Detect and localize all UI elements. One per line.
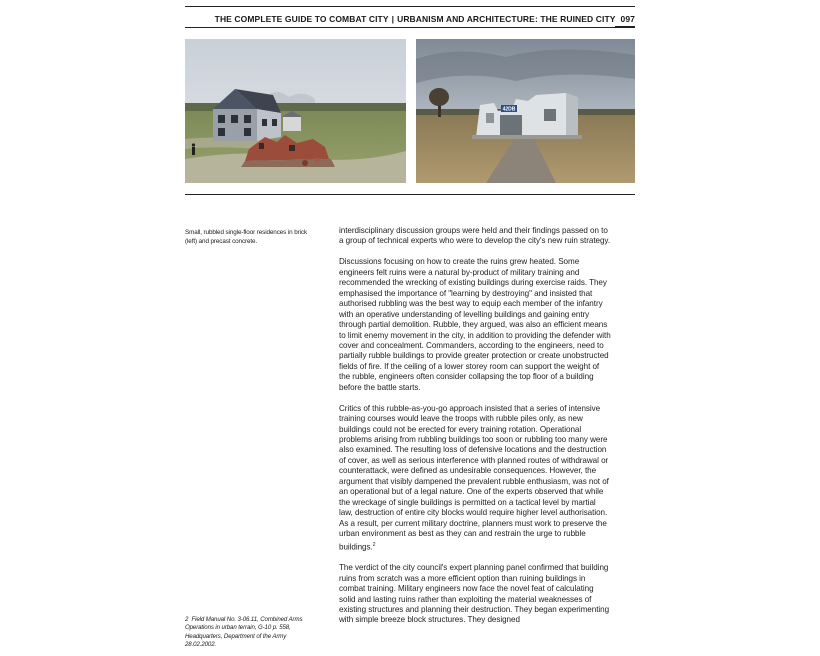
photo-concrete-ruin — [416, 39, 635, 183]
page-number: 097 — [620, 14, 635, 24]
photo-precast-concrete-ruin-icon — [416, 39, 635, 183]
paragraph: Discussions focusing on how to create the ruins grew heated. Some engineers felt ruins were a natural by-product of military training and recommended the wrecking of existing buildings during exercise raids. They emphasised the importance of "learning by destroying" and insisted that authorised rubbling was the best way to equip each member of the infantry with an operative understanding of levelling buildings and gaining entry through partial demolition. Rubble, they argued, was also an efficient means to limit enemy movement in the city, in addition to providing the defender with cover and concealment. Commanders, according to the engineers, need to partially rubble buildings to provide greater protection or create unobstructed fields of fire. If the ceiling of a lower storey room can support the weight of the rubble, engineers often consider collapsing the top floor of a building before the battle starts. — [339, 257, 611, 392]
photo-rule — [185, 194, 635, 195]
header-separator: | — [391, 14, 395, 24]
book-title: THE COMPLETE GUIDE TO COMBAT CITY — [214, 14, 389, 24]
running-head — [185, 12, 635, 26]
body-text — [339, 226, 611, 636]
footnote-number: 2 — [185, 616, 189, 623]
footnote-text: Field Manual No. 3-06.11, Combined Arms Operations in urban terrain, G-10 p. 558, Headquarters, Department of the Army 28.02.2002. — [185, 616, 303, 648]
top-rule — [185, 6, 635, 7]
figure-caption: Small, rubbled single-floor residences in brick (left) and precast concrete. — [185, 229, 307, 245]
section-title: URBANISM AND ARCHITECTURE: THE RUINED CITY — [397, 14, 616, 24]
photo-brick-house — [185, 39, 406, 183]
paragraph: The verdict of the city council's expert planning panel confirmed that building ruins from scratch was a more efficient option than ruining buildings in combat training. Military engineers now face the novel feat of calculating solid and lasting ruins rather than exploiting the material weaknesses of existing structures and planning their destruction. They began experimenting with simple breeze block structures. They designed — [339, 563, 610, 625]
ruin-sign: 42DB — [502, 106, 516, 113]
photo-rubbled-brick-house-icon — [185, 39, 406, 183]
header-rule — [185, 27, 635, 28]
paragraph: Critics of this rubble-as-you-go approach insisted that a series of intensive training courses would leave the troops with rubble piles only, as new buildings could not be erected for every training rotation. Operational problems arising from rubbling buildings too soon or rubbling too many were also examined. The resulting loss of defensive locations and the destruction of cover, as well as serious interference with planned routes of withdrawal or counterattack, were defined as undesirable consequences. However, the argument that visibly dampened the prevalent rubble enthusiasm, was not of an operational but of a legal nature. One of the experts observed that while the wreckage of single buildings is permitted on a tactical level by martial law, destruction of entire city blocks would require higher level authorisation. As a result, per current military doctrine, planners must work to preserve the urban environment as best as they can and restrain the urge to rubble buildings.$^2$ — [339, 403, 609, 552]
footnote-reference: 2 — [372, 541, 376, 548]
footnote — [185, 616, 315, 649]
paragraph: interdisciplinary discussion groups were held and their findings passed on to a group of technical experts who were to develop the city's new ruin strategy. — [339, 226, 611, 246]
